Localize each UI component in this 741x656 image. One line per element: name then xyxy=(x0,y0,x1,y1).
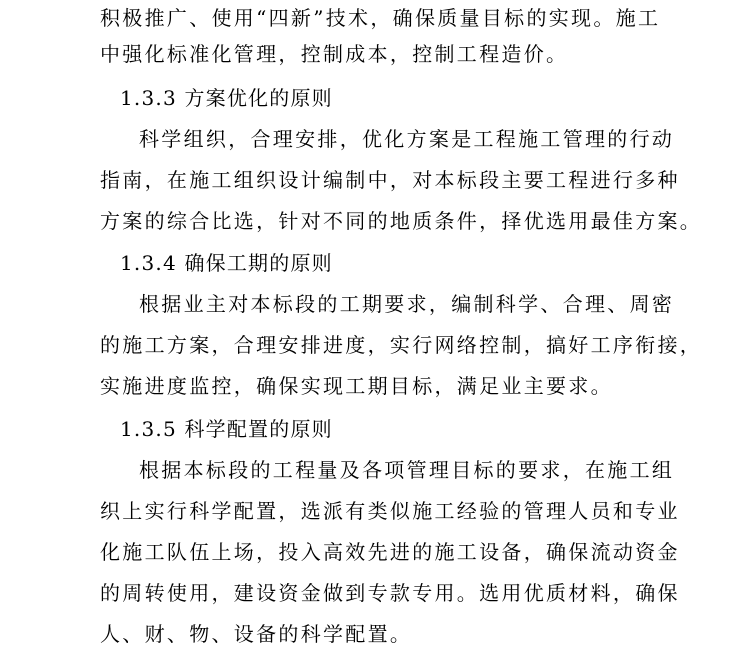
paragraph-line: 织上实行科学配置，选派有类似施工经验的管理人员和专业 xyxy=(100,499,680,523)
paragraph-line: 人、财、物、设备的科学配置。 xyxy=(100,622,413,646)
paragraph-line: 中强化标准化管理，控制成本，控制工程造价。 xyxy=(100,42,569,66)
paragraph-line: 科学组织，合理安排，优化方案是工程施工管理的行动 xyxy=(139,127,675,151)
section-heading-1-3-3: 1.3.3 方案优化的原则 xyxy=(120,86,333,110)
paragraph-line: 指南，在施工组织设计编制中，对本标段主要工程进行多种 xyxy=(100,168,680,192)
paragraph-line: 积极推广、使用“四新”技术，确保质量目标的实现。施工 xyxy=(100,6,661,30)
paragraph-line: 根据本标段的工程量及各项管理目标的要求，在施工组 xyxy=(139,458,675,482)
section-heading-1-3-5: 1.3.5 科学配置的原则 xyxy=(120,417,333,441)
paragraph-line: 的施工方案，合理安排进度，实行网络控制，搞好工序衔接， xyxy=(100,333,703,357)
paragraph-line: 化施工队伍上场，投入高效先进的施工设备，确保流动资金 xyxy=(100,540,680,564)
paragraph-line: 实施进度监控，确保实现工期目标，满足业主要求。 xyxy=(100,374,613,398)
paragraph-line: 的周转使用，建设资金做到专款专用。选用优质材料，确保 xyxy=(100,581,680,605)
section-heading-1-3-4: 1.3.4 确保工期的原则 xyxy=(120,251,333,275)
paragraph-line: 方案的综合比选，针对不同的地质条件，择优选用最佳方案。 xyxy=(100,209,703,233)
paragraph-line: 根据业主对本标段的工期要求，编制科学、合理、周密 xyxy=(139,292,675,316)
